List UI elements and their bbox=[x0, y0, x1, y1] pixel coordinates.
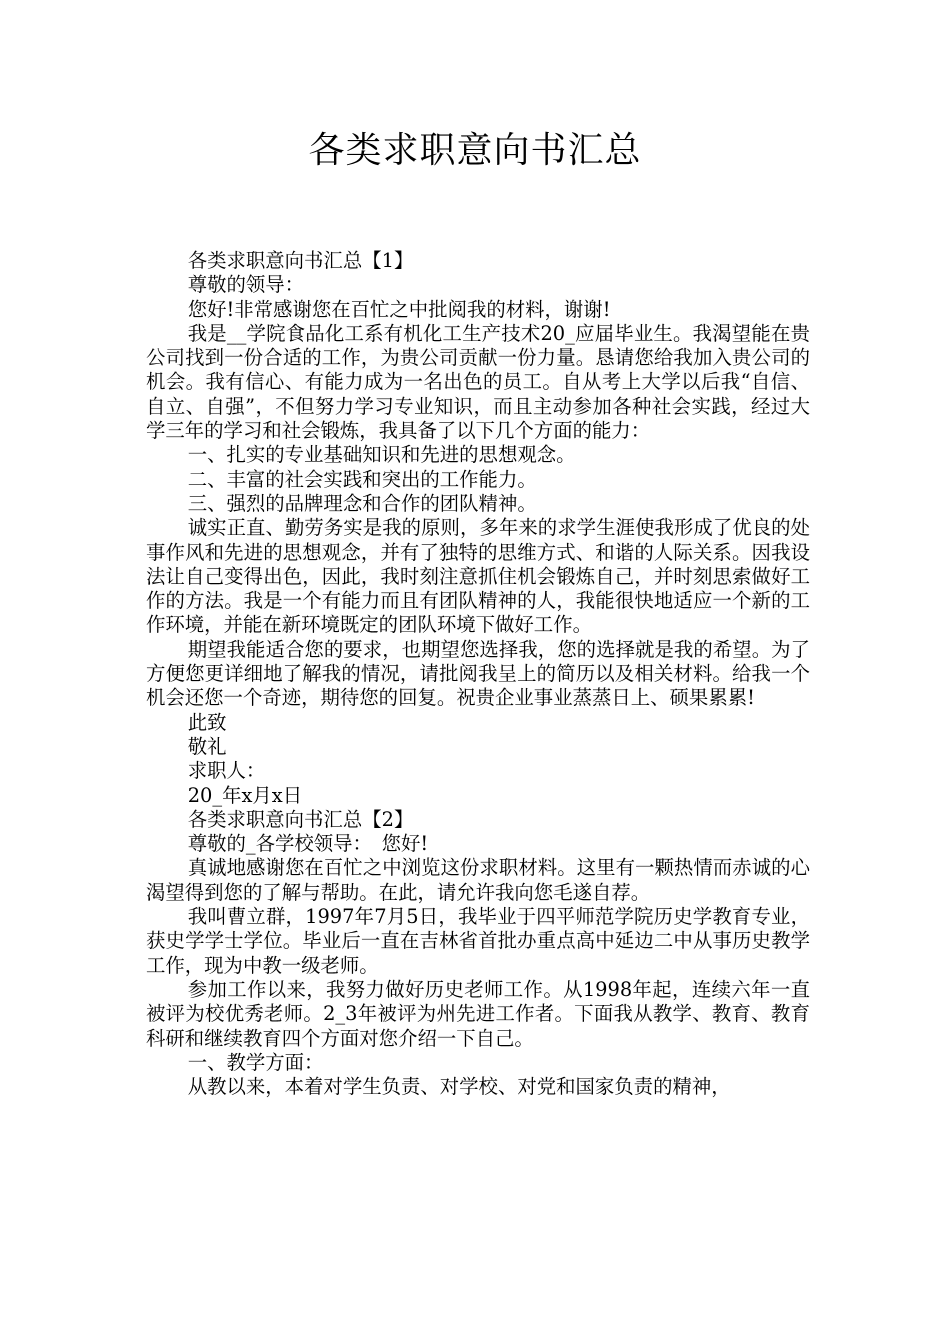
date-line: 20_年x月x日 bbox=[187, 783, 303, 807]
paragraph: 真诚地感谢您在百忙之中浏览这份求职材料。这里有一颗热情而赤诚的心渴望得到您的了解与帮助。在此，请允许我向您毛遂自荐。 bbox=[146, 856, 810, 904]
paragraph: 从教以来，本着对学生负责、对学校、对党和国家负责的精神， bbox=[187, 1075, 731, 1099]
list-item: 三、强烈的品牌理念和合作的团队精神。 bbox=[187, 491, 537, 515]
paragraph: 诚实正直、勤劳务实是我的原则，多年来的求学生涯使我形成了优良的处事作风和先进的思想观念，并有了独特的思维方式、和谐的人际关系。因我设法让自己变得出色，因此，我时刻注意抓住机会锻炼自己，并时刻思索做好工作的方法。我是一个有能力而且有团队精神的人，我能很快地适应一个新的工作环境，并能在新环境既定的团队环境下做好工作。 bbox=[146, 516, 810, 637]
section-heading: 各类求职意向书汇总【1】 bbox=[187, 249, 414, 272]
salutation: 尊敬的_各学校领导： 您好! bbox=[187, 832, 429, 856]
subsection-heading: 一、教学方面： bbox=[187, 1050, 324, 1074]
paragraph: 我是__学院食品化工系有机化工生产技术20_应届毕业生。我渴望能在贵公司找到一份合适的工作，为贵公司贡献一份力量。恳请您给我加入贵公司的机会。我有信心、有能力成为一名出色的员工。自从考上大学以后我“自信、自立、自强”，不但努力学习专业知识，而且主动参加各种社会实践，经过大学三年的学习和社会锻炼，我具备了以下几个方面的能力： bbox=[146, 321, 810, 443]
list-item: 二、丰富的社会实践和突出的工作能力。 bbox=[187, 467, 537, 491]
signature-label: 求职人： bbox=[187, 759, 266, 783]
paragraph: 参加工作以来，我努力做好历史老师工作。从1998年起，连续六年一直被评为校优秀老师。2_3年被评为州先进工作者。下面我从教学、教育、教育科研和继续教育四个方面对您介绍一下自己。 bbox=[146, 977, 810, 1050]
salutation: 尊敬的领导： bbox=[187, 273, 305, 297]
closing: 此致 bbox=[187, 710, 227, 734]
paragraph: 您好!非常感谢您在百忙之中批阅我的材料，谢谢! bbox=[187, 297, 611, 321]
paragraph: 我叫曹立群，1997年7月5日，我毕业于四平师范学院历史学教育专业，获史学学士学位。毕业后一直在吉林省首批办重点高中延边二中从事历史教学工作，现为中教一级老师。 bbox=[146, 905, 810, 977]
page-title: 各类求职意向书汇总 bbox=[308, 130, 642, 171]
closing: 敬礼 bbox=[187, 734, 227, 758]
list-item: 一、扎实的专业基础知识和先进的思想观念。 bbox=[187, 443, 576, 467]
section-heading: 各类求职意向书汇总【2】 bbox=[187, 807, 414, 831]
paragraph: 期望我能适合您的要求，也期望您选择我，您的选择就是我的希望。为了方便您更详细地了解我的情况，请批阅我呈上的简历以及相关材料。给我一个机会还您一个奇迹，期待您的回复。祝贵企业事业蒸蒸日上、硕果累累! bbox=[146, 637, 810, 710]
document-body bbox=[146, 249, 810, 1099]
